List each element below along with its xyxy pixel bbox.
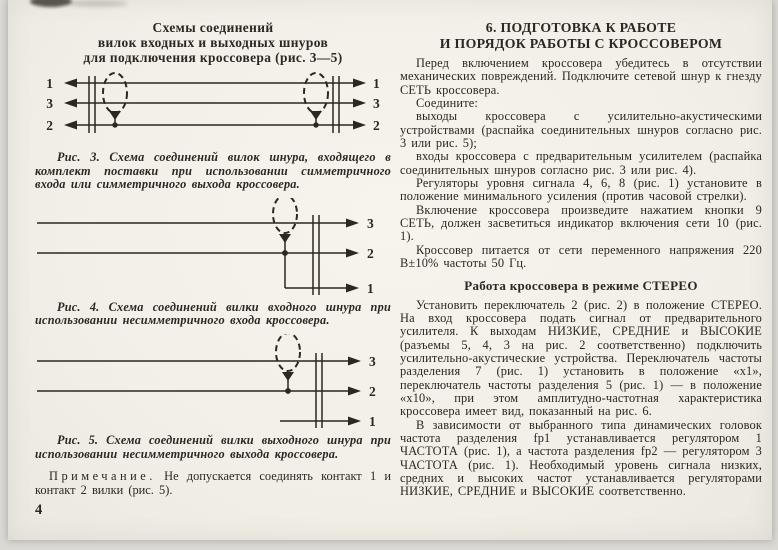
pin-label: 1	[367, 280, 374, 296]
stereo-subheading: Работа кроссовера в режиме СТЕРЕО	[464, 277, 698, 293]
pin-label: 3	[369, 353, 376, 369]
figures-title-line-1: Схемы соединений	[152, 20, 274, 35]
body-paragraph: Кроссовер питается от сети переменного напряжения 220 В±10% частоты 50 Гц.	[400, 242, 762, 271]
figures-title-line-3: для подключения кроссовера (рис. 3—5)	[83, 50, 343, 65]
manual-page	[8, 0, 772, 540]
pin-label: 3	[373, 96, 380, 111]
figure-4-caption: Рис. 4. Схема соединений вилки входного шнура при использовании несимметричного входа кроссовера.	[35, 299, 391, 328]
figure-5-caption: Рис. 5. Схема соединений вилки выходного шнура при использовании несимметричного выхода кроссовера.	[35, 432, 391, 461]
figure-4-schematic	[35, 198, 391, 299]
pin-label: 2	[46, 118, 53, 133]
figure-5-schematic	[35, 334, 391, 432]
body-paragraph: Соедините:	[416, 96, 479, 111]
stereo-paragraph: В зависимости от выбранного типа динамических головок частота разделения fp1 устанавливается регулятором 1 ЧАСТОТА (рис. 1), а частота разделения fp2 — регулятором 3 ЧАСТОТА (рис. 1). Необходимый уровень сигнала низких, средних и высоких частот устанавливается регуляторами НИЗКИЕ, СРЕДНИЕ и ВЫСОКИЕ соответственно.	[400, 417, 762, 499]
pin-label: 1	[46, 76, 53, 91]
pin-label: 1	[369, 413, 376, 429]
pin-label: 2	[367, 245, 374, 261]
section-heading	[400, 20, 762, 51]
body-paragraph: Перед включением кроссовера убедитесь в отсутствии механических повреждений. Подключите сетевой шнур к гнезду СЕТЬ кроссовера.	[400, 56, 762, 97]
pin-label: 3	[367, 215, 374, 231]
section-heading-line-1: 6. ПОДГОТОВКА К РАБОТЕ	[485, 20, 677, 35]
pin-label: 3	[46, 96, 53, 111]
figures-title-line-2: вилок входных и выходных шнуров	[97, 35, 329, 50]
pin-label: 1	[373, 76, 380, 91]
body-paragraph: Включение кроссовера произведите нажатием кнопки 9 СЕТЬ, должен засветиться индикатор включения сети 10 (рис. 1).	[400, 202, 762, 244]
stereo-paragraph: Установить переключатель 2 (рис. 2) в положение СТЕРЕО. На вход кроссовера подать сигнал от предварительного усилителя. К выходам НИЗКИЕ, СРЕДНИЕ и ВЫСОКИЕ (разъемы 5, 4, 3 на рис. 2 соответственно) подключить усилительно-акустические устройства. Переключатель частоты разделения 7 (рис. 1) установить в положение «х1», переключатель частоты разделения 5 (рис. 1) — в положение «х10», при этом амплитудно-частотная характеристика кроссовера имеет вид, показанный на рис. 6.	[400, 297, 762, 419]
right-column	[400, 0, 762, 499]
page-number: 4	[35, 502, 43, 519]
body-paragraph: входы кроссовера с предварительным усилителем (распайка соединительных шнуров согласно рис. 3 или рис. 4).	[400, 149, 762, 177]
pin-label: 2	[369, 383, 376, 399]
figures-section-title	[35, 20, 391, 65]
figure-3-schematic	[35, 71, 391, 149]
pin-label: 2	[373, 118, 380, 133]
note-text: Не допускается соединять контакт 1 и контакт 2 вилки (рис. 5).	[35, 469, 391, 497]
body-paragraph: выходы кроссовера с усилительно-акустическими устройствами (распайка соединительных шнуров согласно рис. 3 или рис. 5);	[400, 109, 762, 151]
figure-3-caption: Рис. 3. Схема соединений вилок шнура, входящего в комплект поставки при использовании симметричного входа или симметричного выхода кроссовера.	[35, 150, 391, 192]
note	[35, 470, 391, 497]
section-heading-line-2: И ПОРЯДОК РАБОТЫ С КРОССОВЕРОМ	[439, 35, 723, 51]
body-paragraph: Регуляторы уровня сигнала 4, 6, 8 (рис. 1) установите в положение минимального усиления (против часовой стрелки).	[400, 176, 762, 204]
note-label: Примечание.	[49, 469, 156, 484]
left-column	[35, 0, 391, 519]
connector-pin-icon	[64, 79, 366, 130]
